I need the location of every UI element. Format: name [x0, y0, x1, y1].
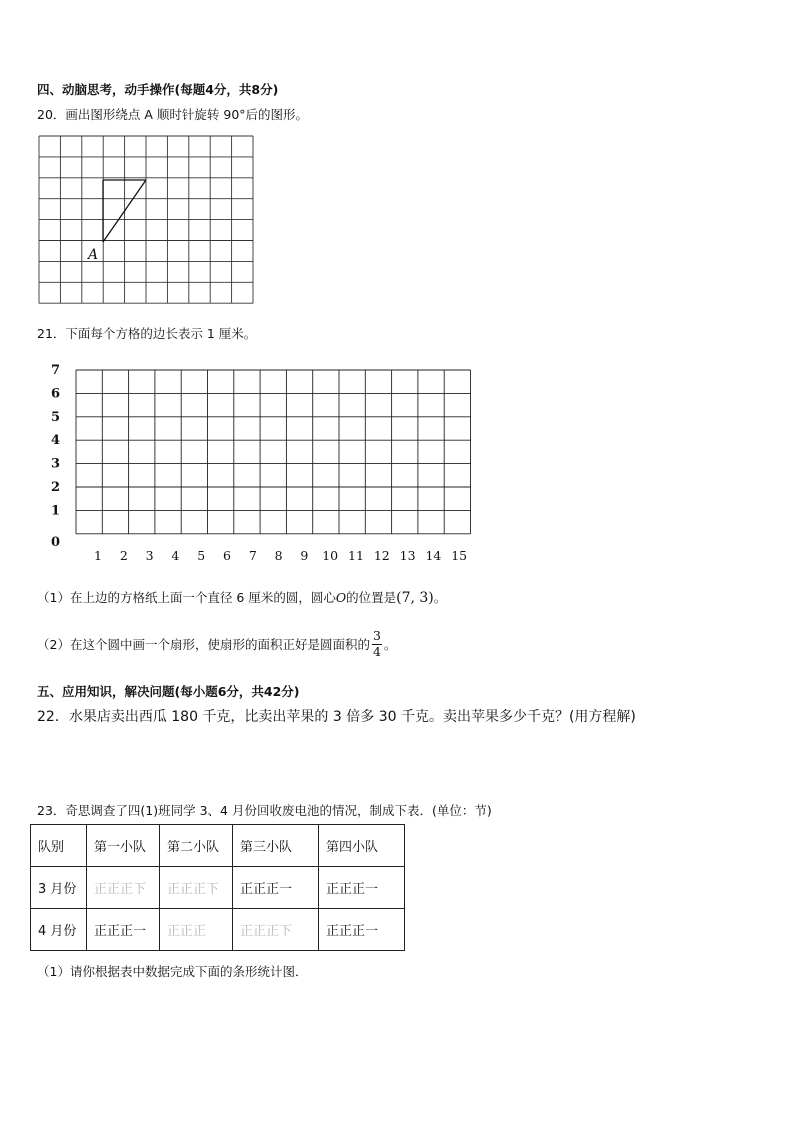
section5-heading: 五、应用知识，解决问题(每小题6分，共42分)	[37, 684, 300, 699]
q21-fraction	[372, 630, 382, 658]
y-tick-label: 7	[51, 363, 61, 378]
table-header-row	[31, 825, 405, 867]
x-tick-label: 3	[145, 547, 154, 563]
table-header-cell: 第二小队	[160, 825, 233, 867]
x-tick-label: 10	[322, 547, 339, 563]
table-header-cell: 第一小队	[87, 825, 160, 867]
x-tick-label: 4	[171, 547, 180, 563]
y-tick-label: 1	[51, 503, 61, 519]
q23-text: 23．奇思调查了四(1)班同学 3、4 月份回收废电池的情况，制成下表．(单位：节)	[37, 803, 492, 818]
table-cell: 正正正一	[87, 909, 160, 951]
table-cell: 正正正一	[233, 867, 319, 909]
y-tick-label: 2	[51, 480, 61, 495]
table-cell: 正正正一	[319, 909, 405, 951]
q20-point-a-label: A	[88, 247, 99, 263]
table-row-label: 3 月份	[31, 867, 87, 909]
q23-part1: （1）请你根据表中数据完成下面的条形统计图．	[37, 964, 308, 979]
table-row-label: 4 月份	[31, 909, 87, 951]
x-tick-label: 9	[300, 547, 309, 563]
table-cell: 正正正下	[233, 909, 319, 951]
q21-part1-end: 。	[433, 590, 447, 605]
table-cell: 正正正	[160, 909, 233, 951]
q21-text: 21．下面每个方格的边长表示 1 厘米。	[37, 326, 257, 341]
section4-heading: 四、动脑思考，动手操作(每题4分，共8分)	[37, 82, 279, 97]
table-header-cell: 第四小队	[319, 825, 405, 867]
q20-grid	[39, 136, 253, 303]
table-cell: 正正正下	[160, 867, 233, 909]
q20-grid-figure	[36, 133, 258, 311]
q21-part1	[37, 588, 446, 606]
table-header-cell: 队别	[31, 825, 87, 867]
q22-text: 22．水果店卖出西瓜 180 千克，比卖出苹果的 3 倍多 30 千克。卖出苹果多少千克？(用方程解)	[37, 709, 636, 725]
x-tick-label: 8	[274, 547, 283, 563]
x-tick-label: 5	[197, 547, 206, 563]
table-row	[31, 909, 405, 951]
x-tick-label: 11	[348, 547, 364, 563]
x-tick-label: 14	[425, 547, 442, 563]
table-header-cell: 第三小队	[233, 825, 319, 867]
q21-grid-figure	[40, 358, 490, 568]
y-tick-label: 4	[51, 433, 61, 449]
q21-part1-prefix: （1）在上边的方格纸上面一个直径 6 厘米的圆，圆心	[37, 590, 336, 605]
x-tick-label: 13	[399, 547, 416, 563]
table-cell: 正正正下	[87, 867, 160, 909]
y-tick-label: 6	[51, 386, 61, 402]
q21-y-axis-labels	[51, 363, 60, 550]
q21-center-variable: O	[335, 590, 347, 605]
q21-part1-mid: 的位置是	[346, 590, 397, 605]
y-tick-label: 5	[51, 409, 61, 425]
q21-part2	[37, 630, 396, 658]
q21-part2-end: 。	[383, 637, 397, 652]
table-row	[31, 867, 405, 909]
q21-fraction-numerator: 3	[372, 628, 381, 643]
q21-fraction-denominator: 4	[372, 643, 381, 659]
x-tick-label: 2	[119, 547, 128, 563]
table-cell: 正正正一	[319, 867, 405, 909]
q21-center-coordinate: (7, 3)	[396, 590, 434, 606]
y-tick-label: 3	[51, 456, 61, 472]
x-tick-label: 12	[373, 547, 390, 563]
q21-x-axis-labels	[94, 548, 467, 563]
q23-battery-table	[30, 824, 405, 951]
x-tick-label: 1	[94, 547, 102, 563]
q20-text: 20．画出图形绕点 A 顺时针旋转 90°后的图形。	[37, 107, 309, 122]
q21-grid	[76, 370, 471, 534]
x-tick-label: 6	[223, 547, 231, 563]
x-tick-label: 7	[248, 547, 257, 563]
y-tick-label: 0	[51, 534, 61, 550]
q21-part2-prefix: （2）在这个圆中画一个扇形，使扇形的面积正好是圆面积的	[37, 637, 370, 652]
x-tick-label: 15	[451, 547, 468, 563]
